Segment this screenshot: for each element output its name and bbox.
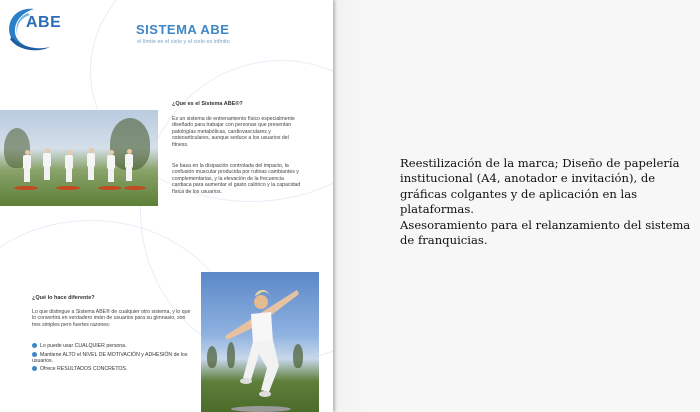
mini-trampoline xyxy=(124,186,146,190)
description-paragraph: Asesoramiento para el relanzamiento del sistema de franquicias. xyxy=(400,217,691,248)
bullet-item: Ofrece RESULTADOS CONCRETOS. xyxy=(32,366,127,372)
description-paragraph: Reestilización de la marca; Diseño de papelería institucional (A4, anotador e invitación), de gráficas colgantes y de aplicación en las plataformas. xyxy=(400,156,680,217)
brochure-page xyxy=(0,0,333,412)
tree xyxy=(207,346,217,368)
exerciser xyxy=(42,148,52,182)
section-paragraph: Es un sistema de entrenamiento físico especialmente diseñado para trabajar con personas que presentan patologías metabólicas, cardiovasculares y osteoarticulares, aunque seduce a los usuarios del fitness. xyxy=(172,116,295,148)
section-paragraph: Se basa en la disipación controlada del impacto, la confusión muscular producida por rutinas cambiantes y complementarias, y la elevación de la frecuencia cardiaca para aumentar el gasto calórico y la capacidad física de los usuarios. xyxy=(172,163,301,195)
group-exercise-photo xyxy=(0,110,158,206)
exerciser xyxy=(124,149,134,183)
jumping-woman-photo xyxy=(201,272,319,412)
mini-trampoline xyxy=(14,186,38,190)
project-description xyxy=(400,156,694,248)
logo-text: ABE xyxy=(26,14,62,31)
bullet-item: Mantiene ALTO el NIVEL DE MOTIVACIÓN y ADHESIÓN de los usuarios. xyxy=(32,352,188,365)
exerciser xyxy=(86,148,96,182)
section-paragraph: Lo que distingue a Sistema ABE® de cualquier otro sistema, y lo que lo convertirá en verdadero imán de usuarios para su gimnasio, son tres simples pero fuertes razones: xyxy=(32,309,191,328)
mini-trampoline xyxy=(98,186,122,190)
bullet-dot-icon xyxy=(32,352,37,357)
jumping-woman-figure xyxy=(219,280,309,408)
bullet-dot-icon xyxy=(32,366,37,371)
brand-tagline: el límite es el cielo y el cielo es infinito xyxy=(137,39,230,45)
brand-title: SISTEMA ABE xyxy=(136,22,230,37)
exerciser xyxy=(106,150,116,184)
section-heading: ¿Qué lo hace diferente? xyxy=(32,295,95,301)
exerciser xyxy=(22,150,32,184)
mini-trampoline xyxy=(56,186,80,190)
bullet-dot-icon xyxy=(32,343,37,348)
exerciser xyxy=(64,150,74,184)
section-heading: ¿Que es el Sistema ABE®? xyxy=(172,101,243,107)
bullet-item: Lo puede usar CUALQUIER persona. xyxy=(32,343,127,349)
mini-trampoline xyxy=(231,406,291,412)
